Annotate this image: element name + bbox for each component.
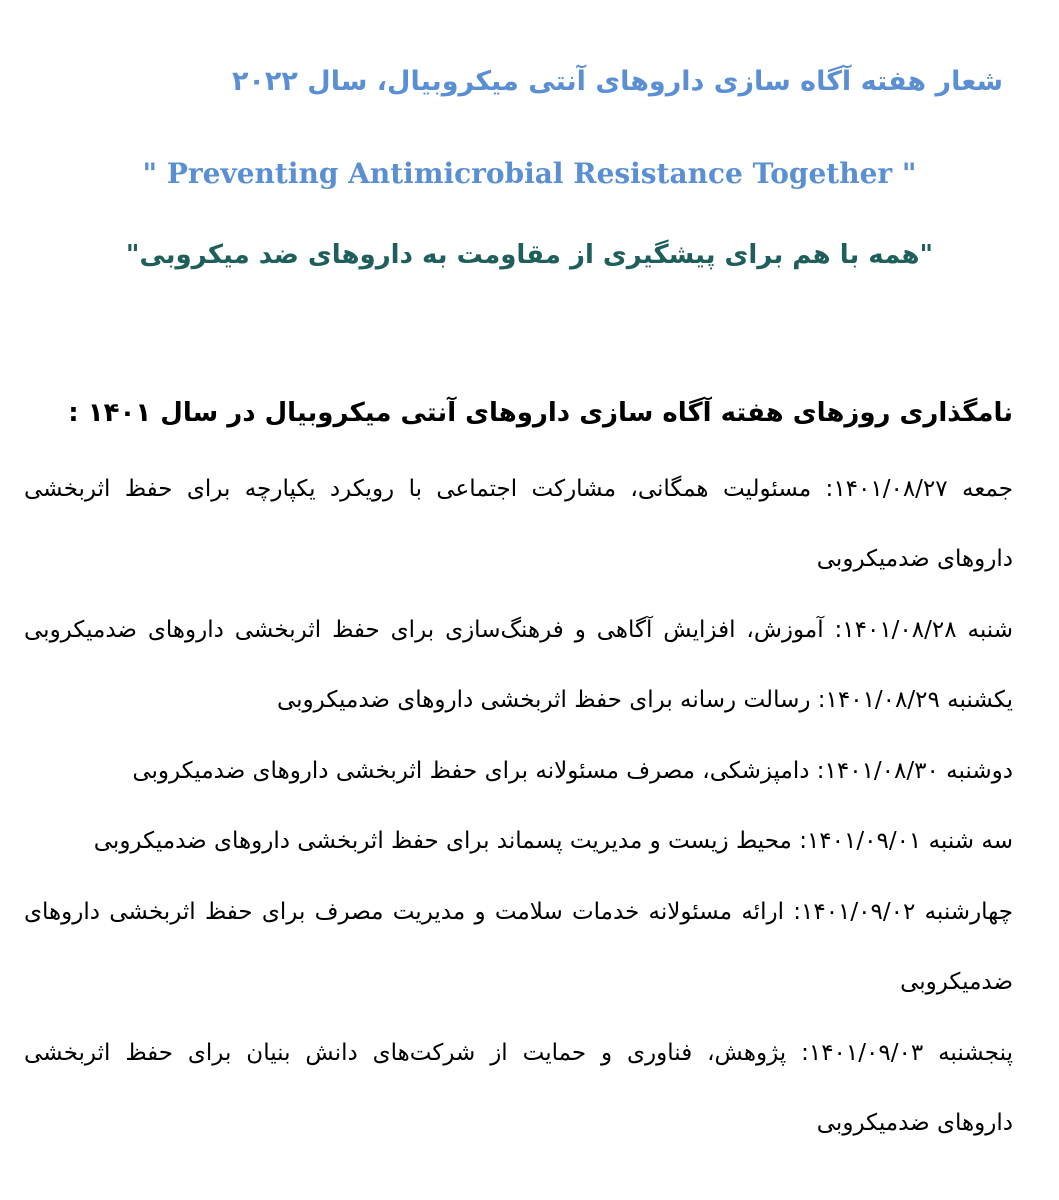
day-sunday-line1: یکشنبه ۱۴۰۱/۰۸/۲۹: رسالت رسانه برای حفظ اثربخشی داروهای ضدمیکروبی — [276, 687, 1013, 713]
slogan-persian: "همه با هم برای پیشگیری از مقاومت به داروهای ضد میکروبی" — [125, 240, 934, 270]
section-heading: نامگذاری روزهای هفته آگاه سازی داروهای آنتی میکروبیال در سال ۱۴۰۱ : — [68, 398, 1013, 428]
day-thursday-line1: پنجشنبه ۱۴۰۱/۰۹/۰۳: پژوهش، فناوری و حمایت از شرکت‌های دانش بنیان برای حفظ اثربخشی — [24, 1040, 1013, 1066]
slogan-english: " Preventing Antimicrobial Resistance Together " — [142, 157, 917, 190]
day-wednesday-line1: چهارشنبه ۱۴۰۱/۰۹/۰۲: ارائه مسئولانه خدمات سلامت و مدیریت مصرف برای حفظ اثربخشی داروهای — [24, 899, 1014, 925]
day-thursday-line2: داروهای ضدمیکروبی — [816, 1110, 1013, 1136]
day-tuesday-line1: سه شنبه ۱۴۰۱/۰۹/۰۱: محیط زیست و مدیریت پسماند برای حفظ اثربخشی داروهای ضدمیکروبی — [93, 828, 1013, 854]
day-monday-line1: دوشنبه ۱۴۰۱/۰۸/۳۰: دامپزشکی، مصرف مسئولانه برای حفظ اثربخشی داروهای ضدمیکروبی — [132, 758, 1013, 784]
day-wednesday-line2: ضدمیکروبی — [900, 969, 1013, 995]
day-saturday-line1: شنبه ۱۴۰۱/۰۸/۲۸: آموزش، افزایش آگاهی و فرهنگ‌سازی برای حفظ اثربخشی داروهای ضدمیکروبی — [24, 617, 1013, 643]
day-friday-line1: جمعه ۱۴۰۱/۰۸/۲۷: مسئولیت همگانی، مشارکت اجتماعی با رویکرد یکپارچه برای حفظ اثربخشی — [24, 476, 1013, 502]
slogan-title: شعار هفته آگاه سازی داروهای آنتی میکروبیال، سال ۲۰۲۲ — [231, 66, 1003, 97]
day-friday-line2: داروهای ضدمیکروبی — [816, 546, 1013, 572]
